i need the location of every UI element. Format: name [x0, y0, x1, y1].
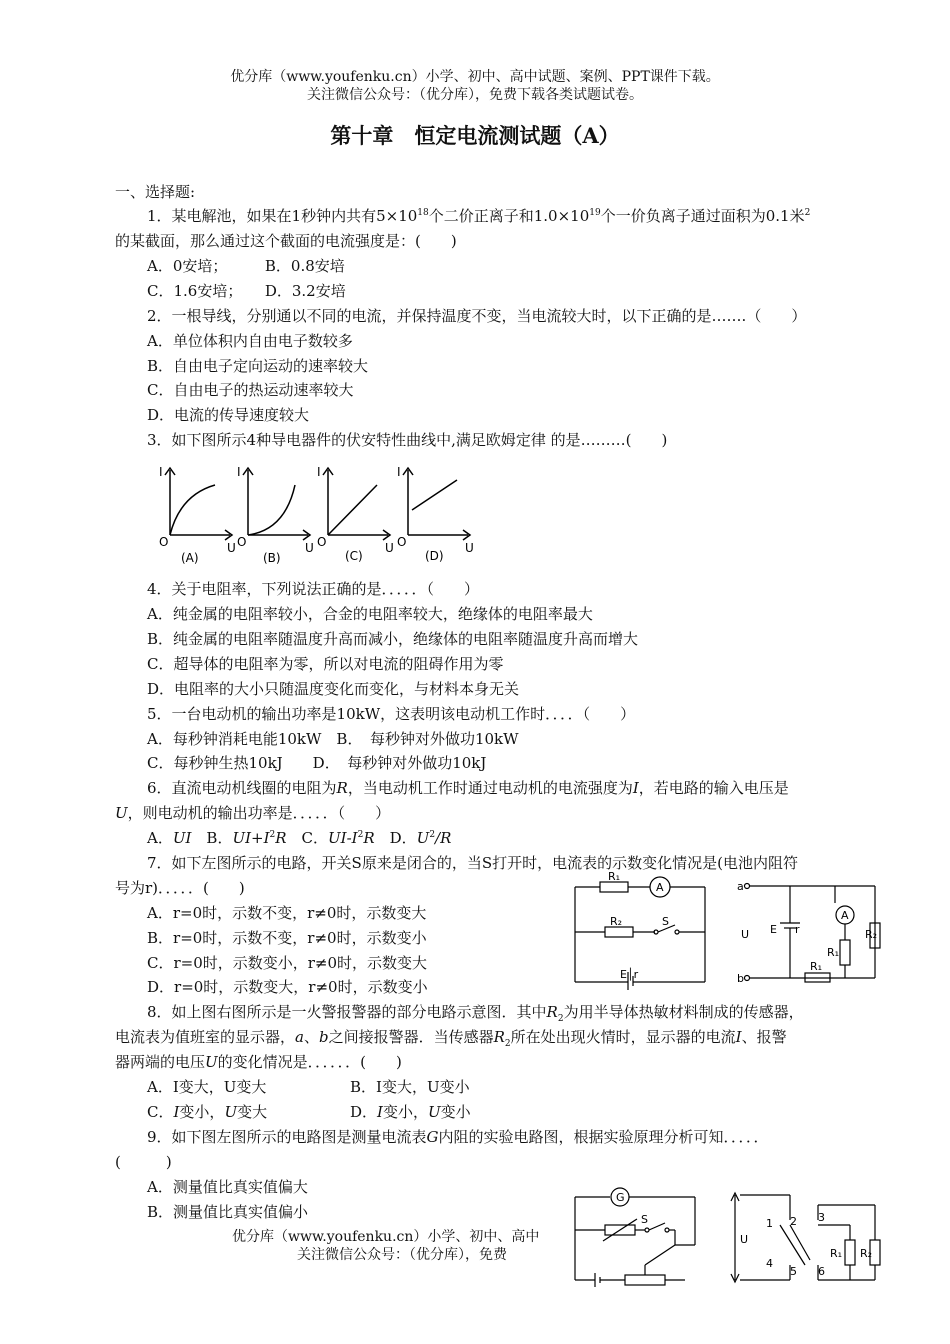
question-4-option-b: B．纯金属的电阻率随温度升高而减小，绝缘体的电阻率随温度升高而增大	[147, 630, 639, 648]
graph-a-axis-u: U	[227, 541, 236, 555]
voltage-u-label-2: U	[740, 1233, 749, 1246]
graph-b-origin: O	[237, 535, 247, 549]
graph-c-label: (C)	[345, 549, 363, 563]
question-4-option-a: A．纯金属的电阻率较小，合金的电阻率较大，绝缘体的电阻率最大	[147, 605, 593, 623]
question-4-option-c: C．超导体的电阻率为零，所以对电流的阻碍作用为零	[147, 655, 504, 673]
question-1-options-ab: A．0安培； B．0.8安培	[147, 257, 345, 275]
label-r1-right: R₁	[810, 960, 823, 973]
question-2-stem: 2．一根导线，分别通以不同的电流，并保持温度不变，当电流较大时，以下正确的是…….（ ）	[147, 307, 807, 325]
question-7-option-d: D．r=0时，示数变大，r≠0时，示数变小	[147, 978, 428, 996]
galvanometer-label: G	[616, 1191, 625, 1204]
question-3-stem: 3．如下图所示4种导电器件的伏安特性曲线中,满足欧姆定律 的是………( )	[147, 431, 668, 449]
emf-e-label: E	[770, 923, 777, 936]
graph-a-label: (A)	[181, 551, 199, 565]
graph-a-axis-i: I	[159, 465, 163, 479]
question-5-options-ab: A．每秒钟消耗电能10kW B． 每秒钟对外做功10kW	[147, 730, 519, 748]
question-7-option-c: C．r=0时，示数变小，r≠0时，示数变大	[147, 954, 428, 972]
question-8-option-b: B．I变大，U变小	[350, 1078, 470, 1096]
question-2-option-c: C．自由电子的热运动速率较大	[147, 381, 354, 399]
question-6-stem-cont: U，则电动机的输出功率是．．．．．（ ）	[115, 804, 391, 822]
graph-c-origin: O	[317, 535, 327, 549]
label-r2-right: R₂	[865, 928, 878, 941]
footer-line-2: 关注微信公众号：（优分库），免费	[297, 1247, 507, 1263]
terminal-a-label: a	[737, 880, 744, 893]
graph-b-axis-u: U	[305, 541, 314, 555]
question-9-option-b: B．测量值比真实值偏小	[147, 1203, 309, 1221]
footer-line-1: 优分库（www.youfenku.cn）小学、初中、高中	[232, 1229, 540, 1245]
question-7-stem-cont: 号为r)．．．．．( )	[115, 879, 245, 897]
question-7-option-a: A．r=0时，示数不变，r≠0时，示数变大	[147, 904, 427, 922]
question-8-option-a: A．I变大，U变大	[147, 1078, 267, 1096]
graph-a-origin: O	[159, 535, 169, 549]
question-9-stem-cont: ( )	[115, 1153, 172, 1171]
header-line-1: 优分库（www.youfenku.cn）小学、初中、高中试题、案例、PPT课件下载。	[230, 69, 720, 85]
graph-d-axis-u: U	[465, 541, 474, 555]
question-2-option-d: D．电流的传导速度较大	[147, 406, 310, 424]
label-r1-left: R₁	[608, 872, 621, 883]
ammeter-right-label: A	[841, 909, 849, 922]
section-heading: 一、选择题:	[115, 183, 196, 201]
question-4-stem: 4．关于电阻率，下列说法正确的是．．．．．（ ）	[147, 580, 480, 598]
question-5-options-cd: C．每秒钟生热10kJ D． 每秒钟对外做功10kJ	[147, 754, 487, 772]
ammeter-left-label: A	[656, 881, 664, 894]
graph-b	[243, 468, 310, 540]
node-3: 3	[818, 1211, 825, 1224]
node-5: 5	[790, 1265, 797, 1278]
question-9-stem: 9．如下图左图所示的电路图是测量电流表G内阻的实验电路图，根据实验原理分析可知．．．．．	[147, 1128, 769, 1146]
label-r3-right: R₁	[827, 946, 840, 959]
battery-label-left: E│r	[620, 968, 639, 981]
graph-b-axis-i: I	[237, 465, 241, 479]
question-6-options: A．UI B．$UI+I^2R$ C．$UI-I^2R$ D．$U^2/R$	[147, 829, 452, 847]
graph-d	[403, 468, 470, 540]
graph-b-label: (B)	[263, 551, 281, 565]
switch-network-figure	[730, 1185, 885, 1290]
question-4-option-d: D．电阻率的大小只随温度变化而变化，与材料本身无关	[147, 680, 520, 698]
graph-d-axis-i: I	[397, 465, 401, 479]
node-6: 6	[818, 1265, 825, 1278]
node-2: 2	[790, 1215, 797, 1228]
voltage-u-label: U	[741, 928, 750, 941]
iv-curves-figure	[145, 460, 485, 570]
graph-d-label: (D)	[425, 549, 444, 563]
label-r2-switch: R₂	[860, 1247, 873, 1260]
graph-c-axis-u: U	[385, 541, 394, 555]
switch-s-label: S	[641, 1213, 648, 1226]
label-r2-left: R₂	[610, 915, 623, 928]
graph-a	[165, 468, 232, 540]
question-2-option-a: A．单位体积内自由电子数较多	[147, 332, 353, 350]
circuit-diagram-left	[570, 872, 715, 992]
question-8-option-d: D．I变小，U变小	[350, 1103, 471, 1121]
switch-label: S	[662, 915, 669, 928]
question-8-stem-cont-1: 电流表为值班室的显示器，a、b之间接报警器．当传感器$R_2$所在处出现火情时，显示器的电流I、报警	[115, 1028, 787, 1049]
question-7-stem: 7．如下左图所示的电路，开关S原来是闭合的，当S打开时，电流表的示数变化情况是(电池内阻符	[147, 854, 798, 872]
question-8-stem-cont-2: 器两端的电压U的变化情况是．．．．．．( )	[115, 1053, 402, 1071]
question-1-stem: 1．某电解池，如果在1秒钟内共有$5\times 10^{18}$个二价正离子和$1.0\times 10^{19}$个一价负离子通过面积为0.1米$^2$	[147, 207, 811, 225]
graph-c-axis-i: I	[317, 465, 321, 479]
label-r1-switch: R₁	[830, 1247, 843, 1260]
node-4: 4	[766, 1257, 773, 1270]
graph-d-origin: O	[397, 535, 407, 549]
circuit-diagram-right	[735, 878, 885, 988]
galvanometer-circuit-figure	[565, 1185, 715, 1290]
node-1: 1	[766, 1217, 773, 1230]
internal-r-label: r	[795, 923, 800, 936]
question-8-option-c: C．I变小，U变大	[147, 1103, 268, 1121]
graph-c	[323, 468, 390, 540]
question-6-stem: 6．直流电动机线圈的电阻为R，当电动机工作时通过电动机的电流强度为I，若电路的输入电压是	[147, 779, 789, 797]
page-title: 第十章 恒定电流测试题（A）	[330, 123, 620, 148]
question-5-stem: 5．一台电动机的输出功率是10kW，这表明该电动机工作时．．．．（ ）	[147, 705, 636, 723]
header-line-2: 关注微信公众号：（优分库），免费下载各类试题试卷。	[307, 87, 643, 103]
question-2-option-b: B．自由电子定向运动的速率较大	[147, 357, 369, 375]
question-8-stem: 8．如上图右图所示是一火警报警器的部分电路示意图．其中$R_2$为用半导体热敏材料制成的传感器，	[147, 1003, 804, 1024]
question-1-options-cd: C．1.6安培； D．3.2安培	[147, 282, 346, 300]
question-9-option-a: A．测量值比真实值偏大	[147, 1178, 308, 1196]
question-7-option-b: B．r=0时，示数不变，r≠0时，示数变小	[147, 929, 427, 947]
terminal-b-label: b	[737, 972, 744, 985]
question-1-stem-cont: 的某截面，那么通过这个截面的电流强度是：( )	[115, 232, 457, 250]
